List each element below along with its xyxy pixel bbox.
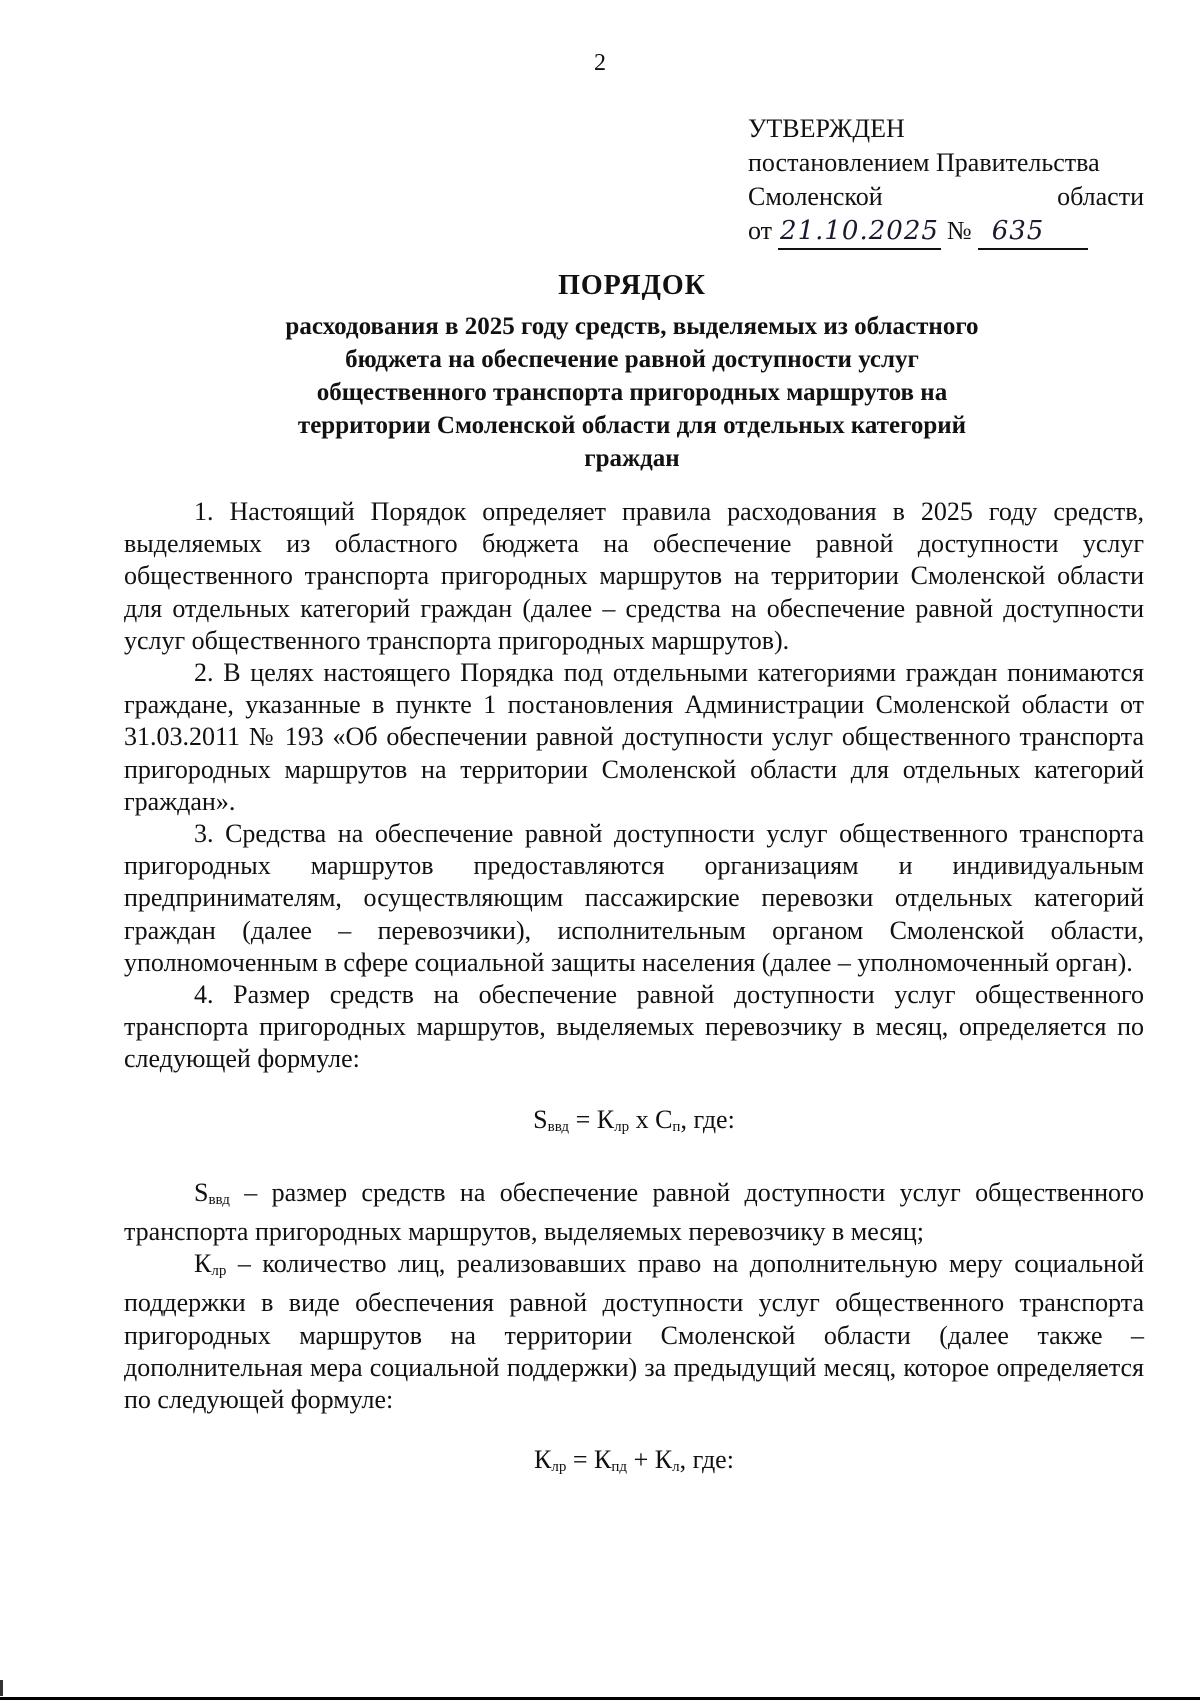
date-prefix: от xyxy=(748,216,773,245)
paragraph-1: 1. Настоящий Порядок определяет правила расходования в 2025 году средств, выделяемых из областного бюджета на обеспечение равной доступности услуг общественного транспорта пригородных маршрутов на территории Смоленской области для отдельных категорий граждан (далее – средства на обеспечение равной доступности услуг общественного транспорта пригородных маршрутов). xyxy=(124,497,1144,655)
handwritten-date: 21.10.2025 xyxy=(778,214,941,250)
document-body xyxy=(124,496,1144,1517)
title-block xyxy=(120,266,1144,475)
document-subtitle: расходования в 2025 году средств, выделяемых из областного бюджета на обеспечение равной доступности услуг общественного транспорта пригородных маршрутов на территории Смоленской области для отдельных категорий граждан xyxy=(285,313,979,472)
number-sign: № xyxy=(946,216,972,245)
approval-region-suffix: области xyxy=(1057,182,1144,211)
page-number: 2 xyxy=(594,50,606,76)
approval-region: Смоленской xyxy=(748,182,883,211)
scan-edge-mark xyxy=(0,1680,3,1696)
formula-1: $S_{ввд} = К_{лр}$ х $С_п$, где: xyxy=(533,1104,735,1135)
formula-2: $К_{лр} = К_{пд} + К_л$, где: xyxy=(534,1445,734,1476)
approval-line-2: постановлением Правительства xyxy=(748,148,1100,177)
approval-line-3 xyxy=(748,180,1144,214)
approval-heading: УТВЕРЖДЕН xyxy=(748,114,905,143)
handwritten-number: 635 xyxy=(978,214,1088,250)
approval-date-row xyxy=(748,214,1144,250)
paragraph-4: 4. Размер средств на обеспечение равной доступности услуг общественного транспорта пригородных маршрутов, выделяемых перевозчику в месяц, определяется по следующей формуле: xyxy=(124,980,1144,1074)
scan-bottom-border xyxy=(0,1697,1200,1700)
document-title: ПОРЯДОК xyxy=(558,270,706,301)
approval-stamp-block xyxy=(748,112,1144,250)
definition-k-lr: $К_{лр}$ – количество лиц, реализовавших право на дополнительную меру социальной поддержки в виде обеспечения равной доступности услуг общественного транспорта пригородных маршрутов на территории Смоленской области (далее также – дополнительная мера социальной поддержки) за предыдущий месяц, которое определяется по следующей формуле: xyxy=(124,1249,1144,1415)
paragraph-2: 2. В целях настоящего Порядка под отдельными категориями граждан понимаются граждане, указанные в пункте 1 постановления Администрации Смоленской области от 31.03.2011 № 193 «Об обеспечении равной доступности услуг общественного транспорта пригородных маршрутов на территории Смоленской области для отдельных категорий граждан». xyxy=(124,658,1144,816)
paragraph-3: 3. Средства на обеспечение равной доступности услуг общественного транспорта пригородных маршрутов предоставляются организациям и индивидуальным предпринимателям, осуществляющим пассажирские перевозки отдельных категорий граждан (далее – перевозчики), исполнительным органом Смоленской области, уполномоченным в сфере социальной защиты населения (далее – уполномоченный орган). xyxy=(124,819,1144,977)
definition-s-vvd: $S_{ввд}$ – размер средств на обеспечение равной доступности услуг общественного транспорта пригородных маршрутов, выделяемых перевозчику в месяц; xyxy=(124,1177,1144,1247)
